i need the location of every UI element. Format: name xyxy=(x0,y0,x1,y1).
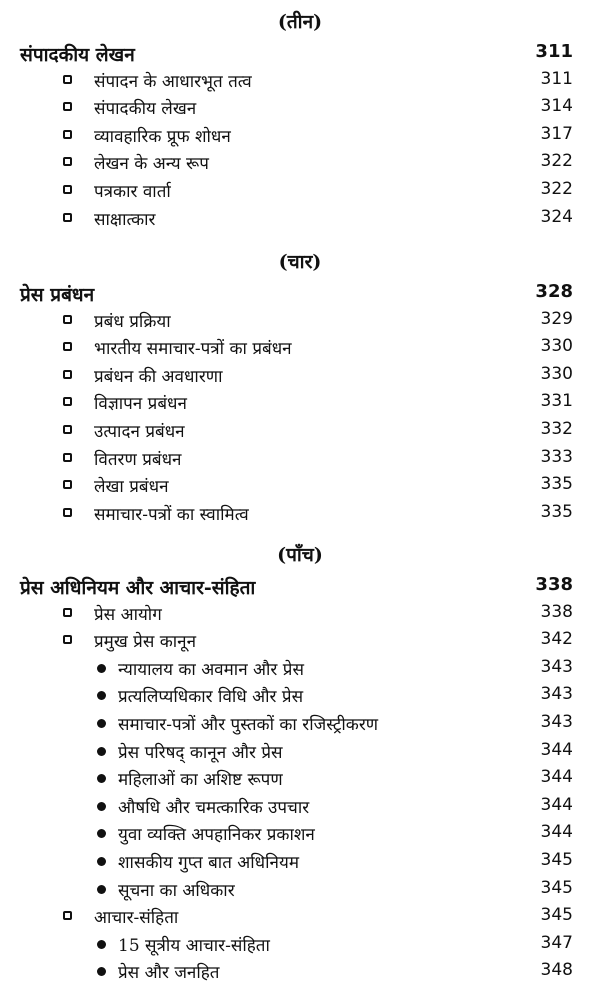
round-bullet-icon xyxy=(97,857,106,866)
page-number: 328 xyxy=(535,281,573,302)
entry-title: समाचार-पत्रों का स्वामित्व xyxy=(94,504,249,525)
entry-title: लेखा प्रबंधन xyxy=(94,477,169,498)
section-heading: (तीन) xyxy=(277,11,323,33)
entry-title: संपादकीय लेखन xyxy=(94,99,197,120)
entry-title: 15 सूत्रीय आचार-संहिता xyxy=(118,935,270,956)
entry-title: संपादन के आधारभूत तत्व xyxy=(94,71,252,92)
toc-entry[interactable] xyxy=(0,124,600,150)
toc-entry[interactable] xyxy=(0,960,600,986)
toc-entry[interactable] xyxy=(0,905,600,931)
square-bullet-icon xyxy=(63,75,72,84)
page-number: 344 xyxy=(540,822,573,843)
page-number: 343 xyxy=(540,712,573,732)
entry-title: वितरण प्रबंधन xyxy=(94,449,182,470)
toc-entry[interactable] xyxy=(0,767,600,793)
toc-entry[interactable] xyxy=(0,850,600,876)
entry-title: प्रेस और जनहित xyxy=(118,963,220,984)
entry-title: प्रत्यलिप्यधिकार विधि और प्रेस xyxy=(118,687,304,708)
square-bullet-icon xyxy=(63,480,72,489)
page-number: 345 xyxy=(540,905,573,926)
entry-title: औषधि और चमत्कारिक उपचार xyxy=(118,797,310,818)
toc-entry[interactable] xyxy=(0,309,600,335)
page-number: 329 xyxy=(540,308,573,329)
entry-title: उत्पादन प्रबंधन xyxy=(94,422,185,442)
toc-entry[interactable] xyxy=(0,822,600,848)
toc-entry[interactable] xyxy=(0,96,600,122)
entry-title: प्रमुख प्रेस कानून xyxy=(94,632,197,653)
round-bullet-icon xyxy=(97,774,106,783)
entry-title: सूचना का अधिकार xyxy=(118,880,235,901)
round-bullet-icon xyxy=(97,664,106,673)
entry-title: आचार-संहिता xyxy=(94,908,179,929)
square-bullet-icon xyxy=(63,911,72,920)
entry-title: महिलाओं का अशिष्ट रूपण xyxy=(118,770,283,791)
page-number: 338 xyxy=(535,574,573,595)
section-heading: (पाँच) xyxy=(277,544,323,566)
page-number: 342 xyxy=(540,629,573,650)
page-number: 333 xyxy=(540,446,573,467)
square-bullet-icon xyxy=(63,342,72,351)
page-number: 347 xyxy=(540,932,573,953)
toc-entry[interactable] xyxy=(0,447,600,473)
page-number: 343 xyxy=(540,656,573,677)
toc-entry[interactable] xyxy=(0,391,600,417)
toc-entry[interactable] xyxy=(0,933,600,959)
page-number: 345 xyxy=(540,850,573,870)
square-bullet-icon xyxy=(63,425,72,434)
page-number: 330 xyxy=(540,363,573,384)
entry-title: समाचार-पत्रों और पुस्तकों का रजिस्ट्रीकरण xyxy=(118,715,379,735)
page-number: 335 xyxy=(540,474,573,495)
page-number: 324 xyxy=(540,206,573,227)
page-number: 330 xyxy=(540,336,573,357)
page-number: 335 xyxy=(540,501,573,522)
square-bullet-icon xyxy=(63,508,72,517)
section-heading: (चार) xyxy=(278,251,322,273)
toc-entry[interactable] xyxy=(0,151,600,177)
entry-title: पत्रकार वार्ता xyxy=(94,182,171,202)
chapter-entry[interactable] xyxy=(0,574,600,600)
toc-entry[interactable] xyxy=(0,336,600,362)
page-number: 338 xyxy=(540,601,573,622)
toc-entry[interactable] xyxy=(0,795,600,821)
entry-title: प्रेस परिषद् कानून और प्रेस xyxy=(118,742,283,763)
entry-title: न्यायालय का अवमान और प्रेस xyxy=(118,659,304,680)
square-bullet-icon xyxy=(63,315,72,324)
toc-entry[interactable] xyxy=(0,364,600,390)
square-bullet-icon xyxy=(63,397,72,406)
toc-entry[interactable] xyxy=(0,419,600,445)
page-number: 343 xyxy=(540,684,573,705)
toc-entry[interactable] xyxy=(0,684,600,710)
page-number: 311 xyxy=(535,41,573,62)
round-bullet-icon xyxy=(97,719,106,728)
page-number: 348 xyxy=(540,960,573,981)
square-bullet-icon xyxy=(63,635,72,644)
chapter-title: संपादकीय लेखन xyxy=(20,44,135,66)
round-bullet-icon xyxy=(97,829,106,838)
toc-entry[interactable] xyxy=(0,207,600,233)
round-bullet-icon xyxy=(97,940,106,949)
round-bullet-icon xyxy=(97,691,106,700)
page-number: 317 xyxy=(540,123,573,144)
page-number: 322 xyxy=(540,151,573,172)
page-number: 314 xyxy=(540,96,573,117)
round-bullet-icon xyxy=(97,967,106,976)
entry-title: प्रेस आयोग xyxy=(94,604,162,625)
toc-entry[interactable] xyxy=(0,474,600,500)
toc-entry[interactable] xyxy=(0,740,600,766)
square-bullet-icon xyxy=(63,130,72,139)
entry-title: लेखन के अन्य रूप xyxy=(94,154,209,175)
entry-title: व्यावहारिक प्रूफ शोधन xyxy=(94,126,231,147)
square-bullet-icon xyxy=(63,453,72,462)
page-number: 332 xyxy=(540,419,573,439)
toc-entry[interactable] xyxy=(0,69,600,95)
round-bullet-icon xyxy=(97,802,106,811)
page-number: 344 xyxy=(540,794,573,815)
entry-title: प्रबंधन की अवधारणा xyxy=(94,366,223,387)
entry-title: विज्ञापन प्रबंधन xyxy=(94,394,187,415)
chapter-entry[interactable] xyxy=(0,41,600,67)
toc-entry[interactable] xyxy=(0,502,600,528)
square-bullet-icon xyxy=(63,102,72,111)
page-number: 322 xyxy=(540,179,573,199)
toc-entry[interactable] xyxy=(0,602,600,628)
toc-entry[interactable] xyxy=(0,629,600,655)
entry-title: साक्षात्कार xyxy=(94,209,156,230)
square-bullet-icon xyxy=(63,157,72,166)
chapter-title: प्रेस प्रबंधन xyxy=(20,284,95,306)
entry-title: भारतीय समाचार-पत्रों का प्रबंधन xyxy=(94,339,292,360)
round-bullet-icon xyxy=(97,747,106,756)
page-number: 311 xyxy=(540,68,573,89)
page-number: 345 xyxy=(540,877,573,898)
entry-title: शासकीय गुप्त बात अधिनियम xyxy=(118,853,299,873)
square-bullet-icon xyxy=(63,608,72,617)
page-number: 331 xyxy=(540,391,573,412)
toc-entry[interactable] xyxy=(0,878,600,904)
page-number: 344 xyxy=(540,767,573,788)
square-bullet-icon xyxy=(63,185,72,194)
toc-entry[interactable] xyxy=(0,179,600,205)
square-bullet-icon xyxy=(63,370,72,379)
chapter-title: प्रेस अधिनियम और आचार-संहिता xyxy=(20,577,256,599)
entry-title: प्रबंध प्रक्रिया xyxy=(94,311,171,332)
page-number: 344 xyxy=(540,739,573,760)
entry-title: युवा व्यक्ति अपहानिकर प्रकाशन xyxy=(118,825,315,846)
toc-entry[interactable] xyxy=(0,657,600,683)
square-bullet-icon xyxy=(63,213,72,222)
chapter-entry[interactable] xyxy=(0,281,600,307)
round-bullet-icon xyxy=(97,885,106,894)
toc-entry[interactable] xyxy=(0,712,600,738)
